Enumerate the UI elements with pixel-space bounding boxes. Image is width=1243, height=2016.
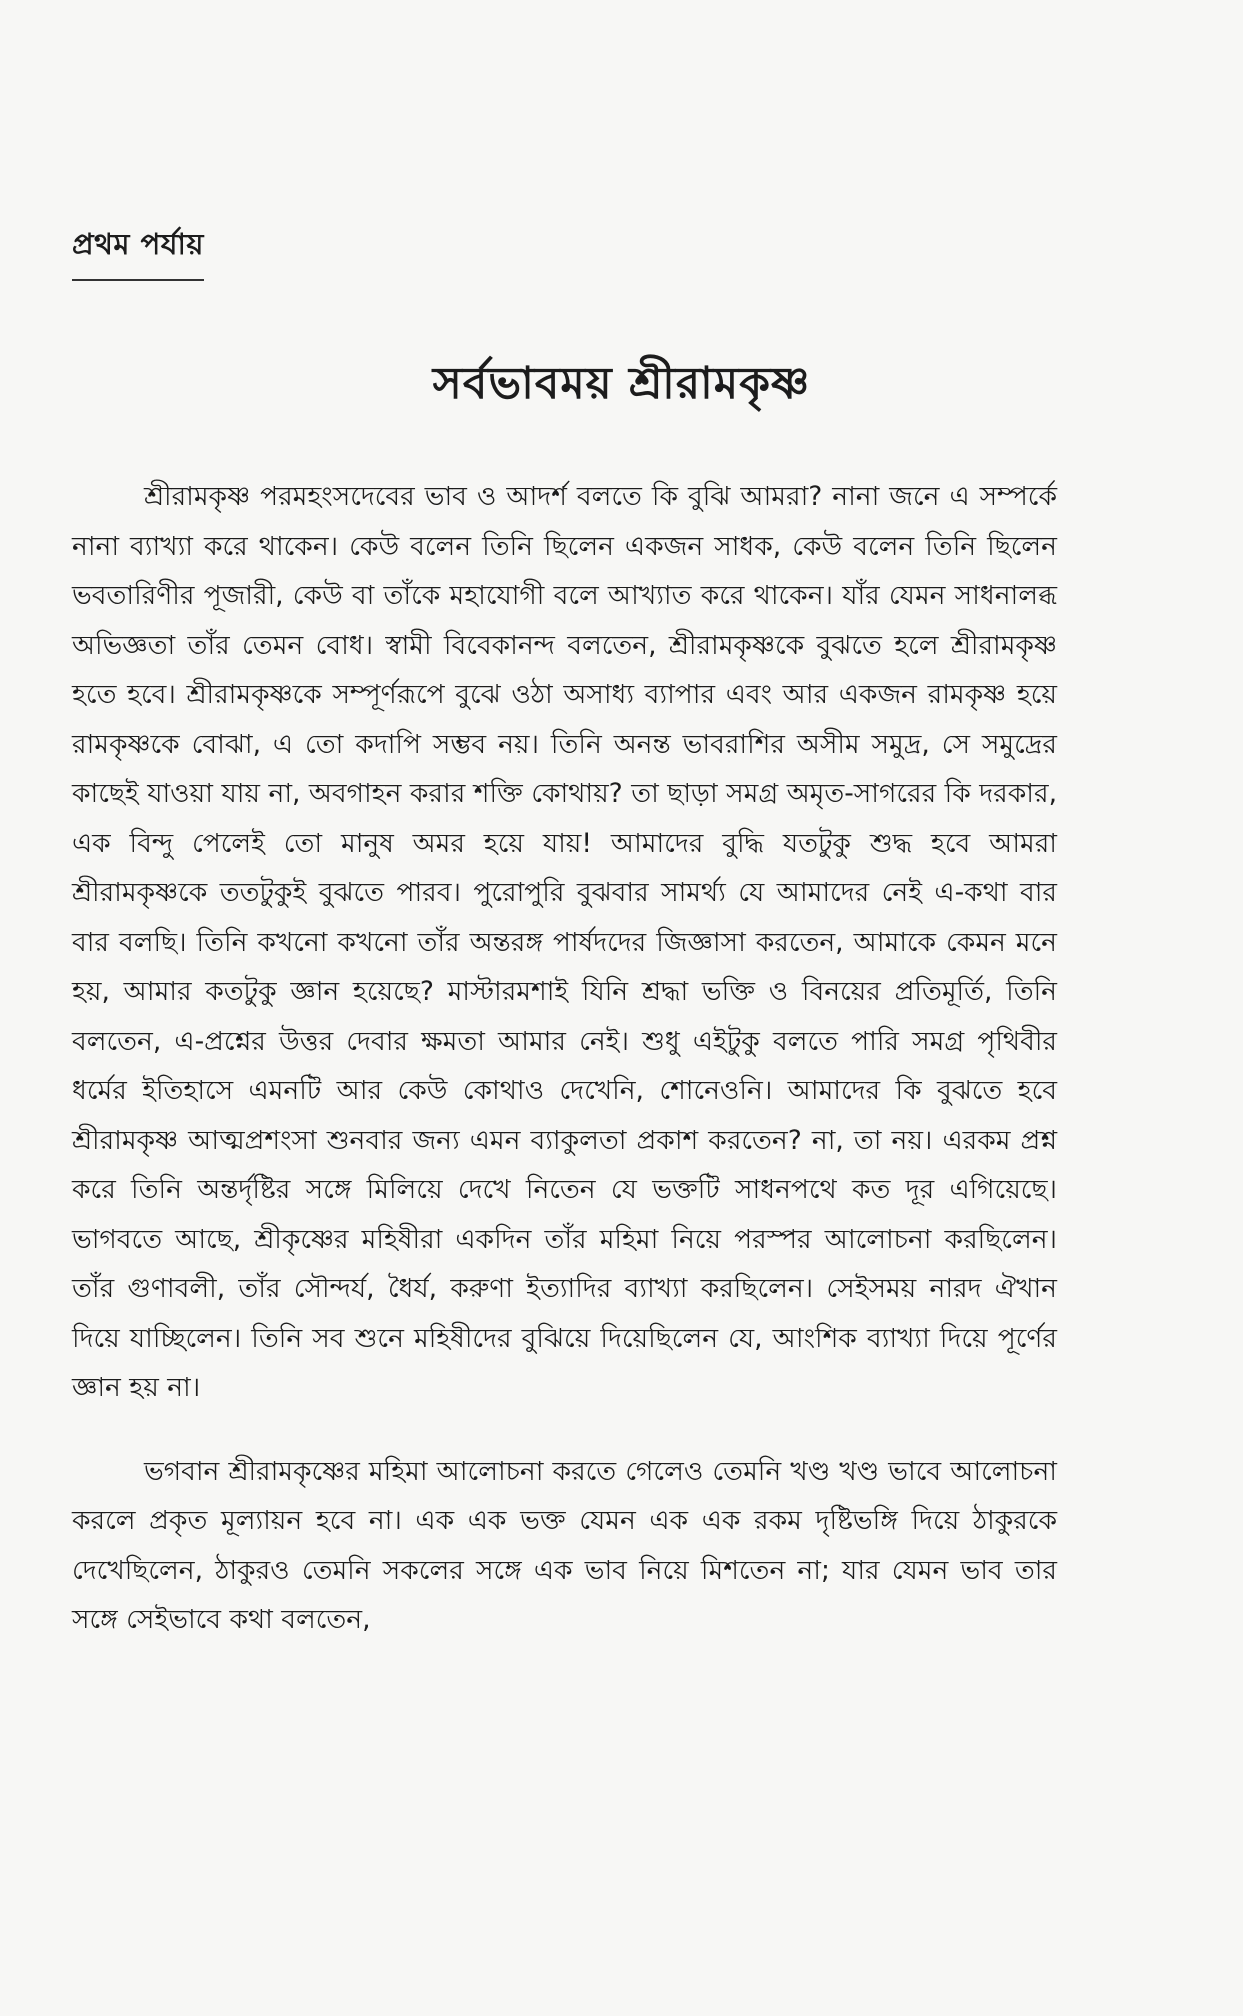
section-label: প্রথম পর্যায় [72,222,204,281]
paragraph-1: শ্রীরামকৃষ্ণ পরমহংসদেবের ভাব ও আদর্শ বলতে কি বুঝি আমরা? নানা জনে এ সম্পর্কে নানা ব্যাখ্যা করে থাকেন। কেউ বলেন তিনি ছিলেন একজন সাধক, কেউ বলেন তিনি ছিলেন ভবতারিণীর পূজারী, কেউ বা তাঁকে মহাযোগী বলে আখ্যাত করে থাকেন। যাঁর যেমন সাধনালব্ধ অভিজ্ঞতা তাঁর তেমন বোধ। স্বামী বিবেকানন্দ বলতেন, শ্রীরামকৃষ্ণকে বুঝতে হলে শ্রীরামকৃষ্ণ হতে হবে। শ্রীরামকৃষ্ণকে সম্পূর্ণরূপে বুঝে ওঠা অসাধ্য ব্যাপার এবং আর একজন রামকৃষ্ণ হয়ে রামকৃষ্ণকে বোঝা, এ তো কদাপি সম্ভব নয়। তিনি অনন্ত ভাবরাশির অসীম সমুদ্র, সে সমুদ্রের কাছেই যাওয়া যায় না, অবগাহন করার শক্তি কোথায়? তা ছাড়া সমগ্র অমৃত-সাগরের কি দরকার, এক বিন্দু পেলেই তো মানুষ অমর হয়ে যায়! আমাদের বুদ্ধি যতটুকু শুদ্ধ হবে আমরা শ্রীরামকৃষ্ণকে ততটুকুই বুঝতে পারব। পুরোপুরি বুঝবার সামর্থ্য যে আমাদের নেই এ-কথা বার বার বলছি। তিনি কখনো কখনো তাঁর অন্তরঙ্গ পার্ষদদের জিজ্ঞাসা করতেন, আমাকে কেমন মনে হয়, আমার কতটুকু জ্ঞান হয়েছে? মাস্টারমশাই যিনি শ্রদ্ধা ভক্তি ও বিনয়ের প্রতিমূর্তি, তিনি বলতেন, এ-প্রশ্নের উত্তর দেবার ক্ষমতা আমার নেই। শুধু এইটুকু বলতে পারি সমগ্র পৃথিবীর ধর্মের ইতিহাসে এমনটি আর কেউ কোথাও দেখেনি, শোনেওনি। আমাদের কি বুঝতে হবে শ্রীরামকৃষ্ণ আত্মপ্রশংসা শুনবার জন্য এমন ব্যাকুলতা প্রকাশ করতেন? না, তা নয়। এরকম প্রশ্ন করে তিনি অন্তর্দৃষ্টির সঙ্গে মিলিয়ে দেখে নিতেন যে ভক্তটি সাধনপথে কত দূর এগিয়েছে। ভাগবতে আছে, শ্রীকৃষ্ণের মহিষীরা একদিন তাঁর মহিমা নিয়ে পরস্পর আলোচনা করছিলেন। তাঁর গুণাবলী, তাঁর সৌন্দর্য, ধৈর্য, করুণা ইত্যাদির ব্যাখ্যা করছিলেন। সেইসময় নারদ ঐখান দিয়ে যাচ্ছিলেন। তিনি সব শুনে মহিষীদের বুঝিয়ে দিয়েছিলেন যে, আংশিক ব্যাখ্যা দিয়ে পূর্ণের জ্ঞান হয় না। [72,481,1057,1403]
body-text [72,472,1057,1645]
chapter-title: সর্বভাবময় শ্রীরামকৃষ্ণ [432,358,811,409]
paragraph-2: ভগবান শ্রীরামকৃষ্ণের মহিমা আলোচনা করতে গেলেও তেমনি খণ্ড খণ্ড ভাবে আলোচনা করলে প্রকৃত মূল্যায়ন হবে না। এক এক ভক্ত যেমন এক এক রকম দৃষ্টিভঙ্গি দিয়ে ঠাকুরকে দেখেছিলেন, ঠাকুরও তেমনি সকলের সঙ্গে এক ভাব নিয়ে মিশতেন না; যার যেমন ভাব তার সঙ্গে সেইভাবে কথা বলতেন, [72,1455,1057,1635]
